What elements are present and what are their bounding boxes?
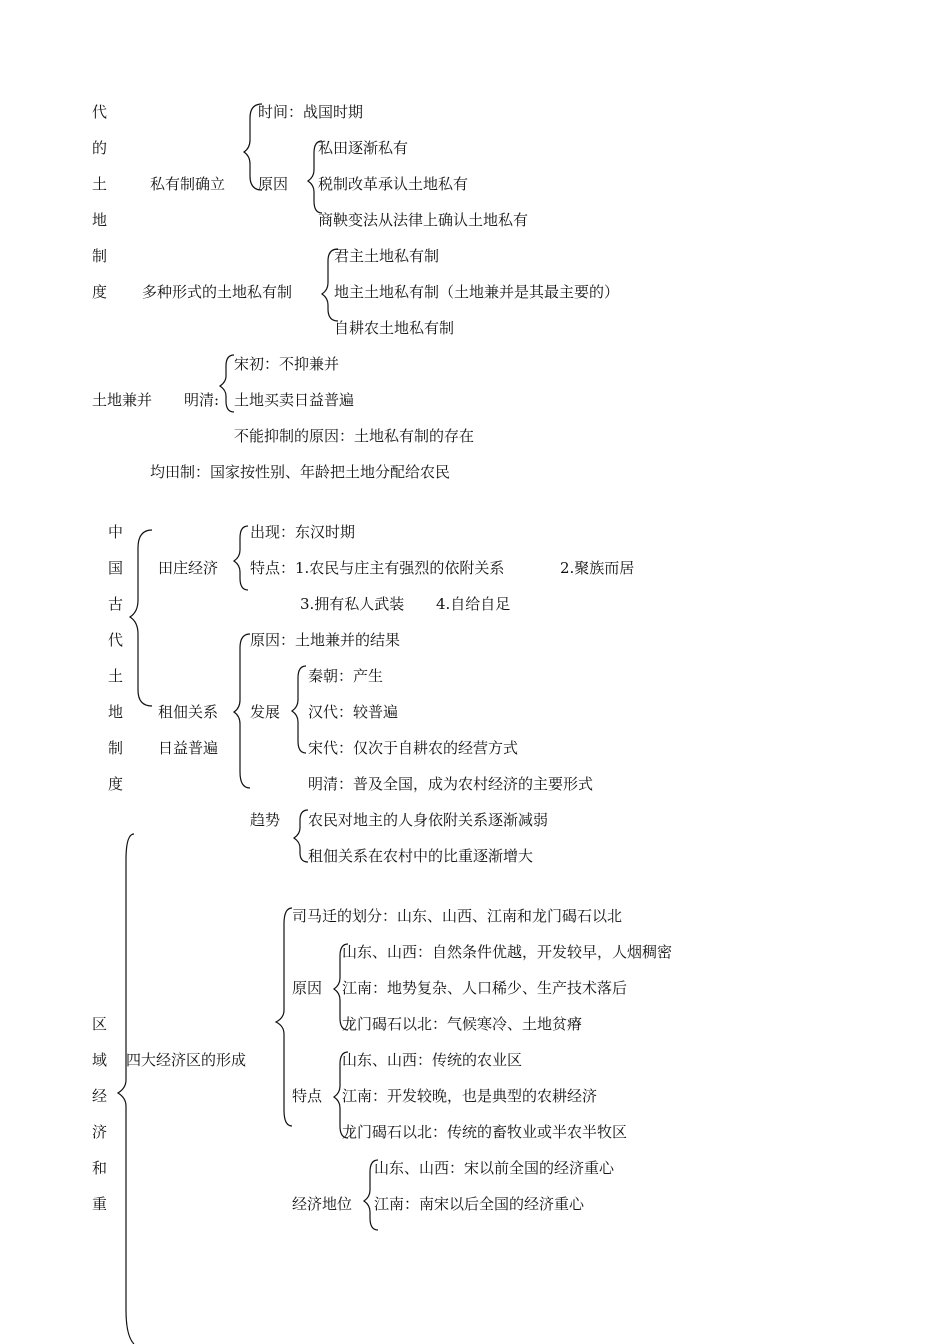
tenancy-label: 租佃关系	[158, 703, 219, 721]
develop-label: 发展	[250, 703, 281, 721]
formation-label: 四大经济区的形成	[126, 1051, 247, 1069]
vertical-char: 代	[92, 103, 108, 121]
annexation-label: 土地兼并	[92, 391, 153, 409]
brace-formation	[276, 908, 292, 1126]
stage-item: 汉代：较普遍	[308, 703, 399, 721]
feature-label: 特点	[292, 1087, 323, 1105]
annexation-item: 宋初：不抑兼并	[234, 355, 340, 373]
juntian-text: 均田制：国家按性别、年龄把土地分配给农民	[150, 463, 451, 481]
reason-item: 商鞅变法从法律上确认土地私有	[318, 211, 529, 229]
vertical-char: 国	[108, 559, 124, 577]
features-text: 特点：1.农民与庄主有强烈的依附关系	[250, 559, 505, 577]
tenancy-label: 日益普遍	[158, 739, 219, 757]
trend-item: 农民对地主的人身依附关系逐渐减弱	[308, 811, 549, 829]
private-ownership-label: 私有制确立	[150, 175, 226, 193]
reason-label: 原因	[258, 175, 289, 193]
reason-item: 私田逐渐私有	[318, 139, 409, 157]
brace-land-system	[130, 530, 152, 706]
status-item: 江南：南宋以后全国的经济重心	[374, 1195, 585, 1213]
time-text: 时间：战国时期	[258, 103, 364, 121]
reason-item: 龙门碣石以北：气候寒冷、土地贫瘠	[342, 1015, 583, 1033]
trend-item: 租佃关系在农村中的比重逐渐增大	[308, 847, 534, 865]
manor-label: 田庄经济	[158, 559, 219, 577]
feature-item: 龙门碣石以北：传统的畜牧业或半农半牧区	[342, 1123, 628, 1141]
brace-manor	[234, 526, 248, 590]
status-item: 山东、山西：宋以前全国的经济重心	[374, 1159, 615, 1177]
reason-item: 山东、山西：自然条件优越，开发较早，人烟稠密	[342, 943, 673, 961]
vertical-char: 济	[92, 1123, 108, 1141]
cause-text: 原因：土地兼并的结果	[250, 631, 401, 649]
brace-region	[118, 834, 134, 1344]
vertical-char: 域	[92, 1051, 108, 1069]
reason-item: 江南：地势复杂、人口稀少、生产技术落后	[342, 979, 628, 997]
appear-text: 出现：东汉时期	[250, 523, 356, 541]
vertical-char: 的	[92, 139, 108, 157]
vertical-char: 区	[92, 1015, 108, 1033]
feature-item: 江南：开发较晚，也是典型的农耕经济	[342, 1087, 598, 1105]
reason-item: 税制改革承认土地私有	[318, 175, 469, 193]
vertical-char: 制	[108, 739, 124, 757]
vertical-char: 制	[92, 247, 108, 265]
vertical-char: 经	[92, 1087, 108, 1105]
feature-item: 山东、山西：传统的农业区	[342, 1051, 523, 1069]
vertical-char: 古	[108, 595, 124, 613]
reason-label: 原因	[292, 979, 323, 997]
stage-item: 明清：普及全国，成为农村经济的主要形式	[308, 775, 594, 793]
vertical-char: 重	[92, 1195, 108, 1213]
mingqing-label: 明清:	[184, 391, 220, 409]
form-item: 地主土地私有制（土地兼并是其最主要的）	[334, 283, 620, 301]
vertical-char: 地	[108, 703, 124, 721]
form-item: 自耕农土地私有制	[334, 319, 455, 337]
stage-item: 宋代：仅次于自耕农的经营方式	[308, 739, 519, 757]
brace-develop	[292, 666, 306, 753]
vertical-char: 中	[108, 523, 124, 541]
features-text: 4.自给自足	[436, 595, 511, 613]
annexation-item: 土地买卖日益普遍	[234, 391, 355, 409]
cannot-restrain-text: 不能抑制的原因：土地私有制的存在	[234, 427, 475, 445]
vertical-char: 和	[92, 1159, 108, 1177]
brace-annexation	[220, 355, 234, 412]
vertical-char: 度	[92, 283, 108, 301]
stage-item: 秦朝：产生	[308, 667, 384, 685]
multi-forms-label: 多种形式的土地私有制	[142, 283, 293, 301]
vertical-char: 代	[108, 631, 124, 649]
vertical-char: 土	[92, 175, 108, 193]
trend-label: 趋势	[250, 811, 281, 829]
form-item: 君主土地私有制	[334, 247, 440, 265]
brace-trend	[294, 810, 308, 862]
vertical-char: 度	[108, 775, 124, 793]
vertical-char: 土	[108, 667, 124, 685]
brace-tenancy	[234, 634, 250, 788]
features-text: 3.拥有私人武装	[300, 595, 405, 613]
simaqian-text: 司马迁的划分：山东、山西、江南和龙门碣石以北	[292, 907, 623, 925]
status-label: 经济地位	[292, 1195, 353, 1213]
vertical-char: 地	[92, 211, 108, 229]
features-text: 2.聚族而居	[560, 559, 635, 577]
